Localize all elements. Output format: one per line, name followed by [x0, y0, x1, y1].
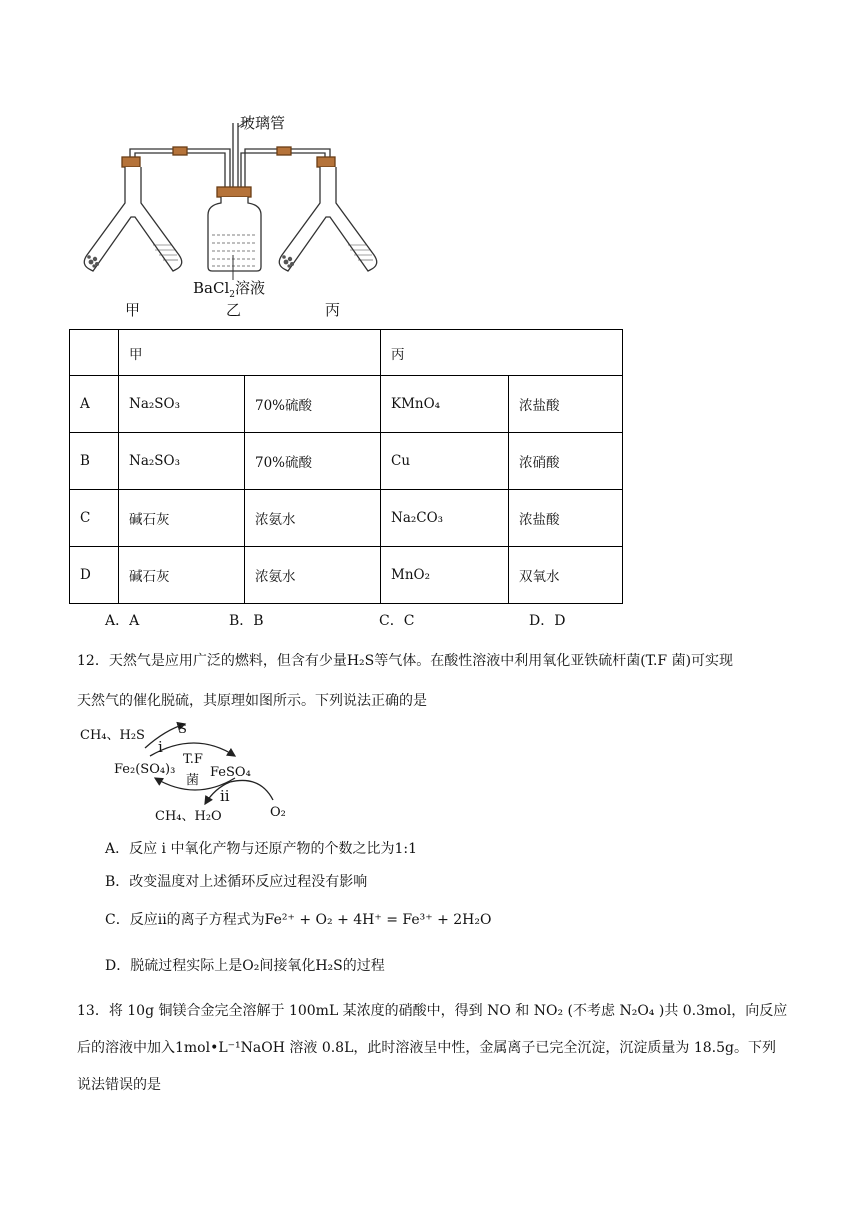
table-cell: MnO₂	[381, 547, 509, 604]
table-cell: Na₂SO₃	[119, 376, 245, 433]
table-cell: Na₂CO₃	[381, 490, 509, 547]
reagent-table	[69, 329, 623, 604]
table-cell: 浓氨水	[245, 490, 381, 547]
q13-stem-line1: 13．将 10g 铜镁合金完全溶解于 100mL 某浓度的硝酸中，得到 NO 和 NO₂ (不考虑 N₂O₄ )共 0.3mol，向反应	[77, 1003, 788, 1019]
cycle-label-step-ii: ii	[220, 787, 230, 805]
cycle-label-jun: 菌	[186, 773, 200, 788]
q12-option-d: D．脱硫过程实际上是O₂间接氧化H₂S的过程	[105, 958, 385, 974]
table-cell: 70%硫酸	[245, 376, 381, 433]
q11-choice-c: C．C	[379, 613, 415, 629]
cycle-label-fe2so43: Fe₂(SO₄)₃	[114, 762, 176, 777]
table-cell: Na₂SO₃	[119, 433, 245, 490]
table-cell: D	[70, 547, 119, 604]
q11-choice-d: D．D	[529, 613, 566, 629]
cycle-label-ch4-h2s: CH₄、H₂S	[80, 728, 145, 743]
table-cell: B	[70, 433, 119, 490]
q13-stem-line3: 说法错误的是	[77, 1077, 161, 1093]
cycle-label-step-i: i	[158, 738, 163, 756]
cycle-label-tf: T.F	[183, 752, 203, 767]
q12-stem-line1: 12．天然气是应用广泛的燃料，但含有少量H₂S等气体。在酸性溶液中利用氧化亚铁硫杆菌(T.F 菌)可实现	[77, 653, 734, 669]
table-cell: 双氧水	[509, 547, 623, 604]
solution-label-suffix: 溶液	[234, 279, 265, 297]
table-header-cell: 丙	[381, 330, 623, 376]
label-yi: 乙	[226, 301, 242, 319]
label-jia: 甲	[125, 301, 141, 319]
table-row	[70, 433, 623, 490]
table-cell: 浓氨水	[245, 547, 381, 604]
q13-stem-line2: 后的溶液中加入1mol•L⁻¹NaOH 溶液 0.8L，此时溶液呈中性，金属离子已完全沉淀，沉淀质量为 18.5g。下列	[77, 1040, 776, 1056]
cycle-label-feso4: FeSO₄	[210, 765, 251, 780]
solution-label	[193, 277, 265, 298]
table-cell: 70%硫酸	[245, 433, 381, 490]
q12-stem-line2: 天然气的催化脱硫，其原理如图所示。下列说法正确的是	[77, 693, 427, 709]
table-cell: 碱石灰	[119, 547, 245, 604]
q11-choice-b: B．B	[229, 613, 264, 629]
table-cell: KMnO₄	[381, 376, 509, 433]
table-cell: Cu	[381, 433, 509, 490]
table-row	[70, 376, 623, 433]
table-cell: 碱石灰	[119, 490, 245, 547]
table-cell: C	[70, 490, 119, 547]
table-cell: 浓盐酸	[509, 376, 623, 433]
cycle-label-ch4-h2o: CH₄、H₂O	[155, 809, 222, 824]
table-header-cell	[70, 330, 119, 376]
table-header-row	[70, 330, 623, 376]
table-cell: 浓盐酸	[509, 490, 623, 547]
table-header-cell: 甲	[119, 330, 381, 376]
q12-option-a: A．反应 i 中氧化产物与还原产物的个数之比为1:1	[105, 841, 418, 857]
table-cell: A	[70, 376, 119, 433]
glass-tube-label: 玻璃管	[240, 114, 286, 132]
solution-label-sub: 2	[229, 290, 235, 300]
label-bing: 丙	[325, 301, 341, 319]
cycle-label-s: S	[178, 722, 187, 737]
q12-option-c: C．反应ii的离子方程式为Fe²⁺ + O₂ + 4H⁺ = Fe³⁺ + 2H₂O	[105, 912, 492, 928]
table-row	[70, 547, 623, 604]
solution-label-prefix: BaCl	[193, 279, 230, 297]
cycle-label-o2: O₂	[270, 805, 286, 820]
table-cell: 浓硝酸	[509, 433, 623, 490]
q12-option-b: B．改变温度对上述循环反应过程没有影响	[105, 874, 368, 890]
table-row	[70, 490, 623, 547]
q11-choice-a: A．A	[105, 613, 140, 629]
